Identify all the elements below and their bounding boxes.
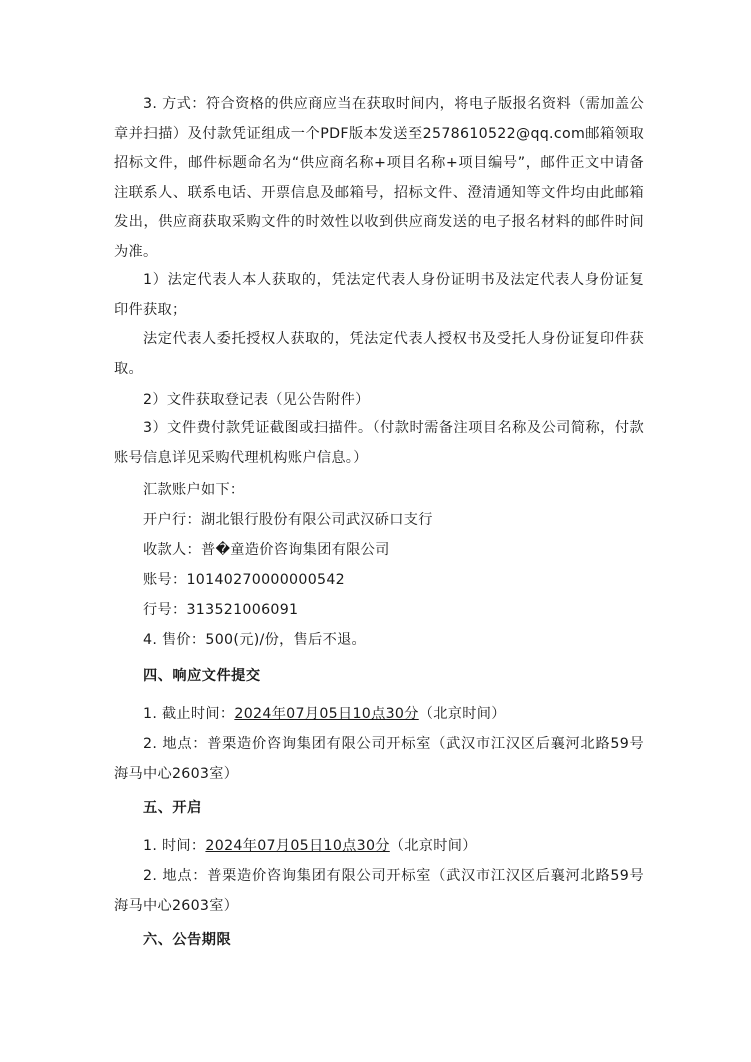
deadline-label: 1. 截止时间：: [143, 706, 235, 722]
opening-place: 2. 地点：普栗造价咨询集团有限公司开标室（武汉市江汉区后襄河北路59号海马中心2603室）: [114, 868, 644, 914]
opening-timezone: （北京时间）: [389, 838, 477, 854]
submission-place: 2. 地点：普栗造价咨询集团有限公司开标室（武汉市江汉区后襄河北路59号海马中心2603室）: [114, 736, 644, 782]
section-5-heading: 五、开启: [143, 800, 202, 816]
method-paragraph: 3. 方式：符合资格的供应商应当在获取时间内，将电子版报名资料（需加盖公章并扫描）及付款凭证组成一个PDF版本发送至2578610522@qq.com邮箱领取招标文件，邮件标题命名为“供应商名称+项目名称+项目编号”，邮件正文中请备注联系人、联系电话、开票信息及邮箱号，招标文件、澄清通知等文件均由此邮箱发出，供应商获取采购文件的时效性以收到供应商发送的电子报名材料的邮件时间为准。: [114, 96, 644, 260]
item-1-legal-representative: 1）法定代表人本人获取的，凭法定代表人身份证明书及法定代表人身份证复印件获取；: [114, 272, 644, 318]
submission-deadline: [143, 704, 506, 724]
remittance-title: 汇款账户如下：: [143, 482, 245, 498]
opening-time-label: 1. 时间：: [143, 838, 206, 854]
item-2-registration-form: 2）文件获取登记表（见公告附件）: [143, 392, 370, 408]
opening-date: 2024年07月05日10点30分: [205, 838, 390, 854]
bank-code: 行号：313521006091: [143, 602, 299, 618]
opening-time: [143, 836, 477, 856]
bank-name: 开户行：湖北银行股份有限公司武汉硚口支行: [143, 512, 433, 528]
price-line: 4. 售价：500(元)/份，售后不退。: [143, 632, 367, 648]
item-3-payment-voucher: 3）文件费付款凭证截图或扫描件。（付款时需备注项目名称及公司简称，付款账号信息详见采购代理机构账户信息。）: [114, 420, 644, 466]
item-1-authorized-agent: 法定代表人委托授权人获取的，凭法定代表人授权书及受托人身份证复印件获取。: [114, 331, 644, 377]
payee-name: 收款人：普�童造价咨询集团有限公司: [143, 542, 390, 558]
account-number: 账号：10140270000000542: [143, 572, 346, 588]
section-4-heading: 四、响应文件提交: [143, 668, 261, 684]
section-6-heading: 六、公告期限: [143, 932, 232, 948]
deadline-timezone: （北京时间）: [418, 706, 506, 722]
deadline-date: 2024年07月05日10点30分: [234, 706, 419, 722]
